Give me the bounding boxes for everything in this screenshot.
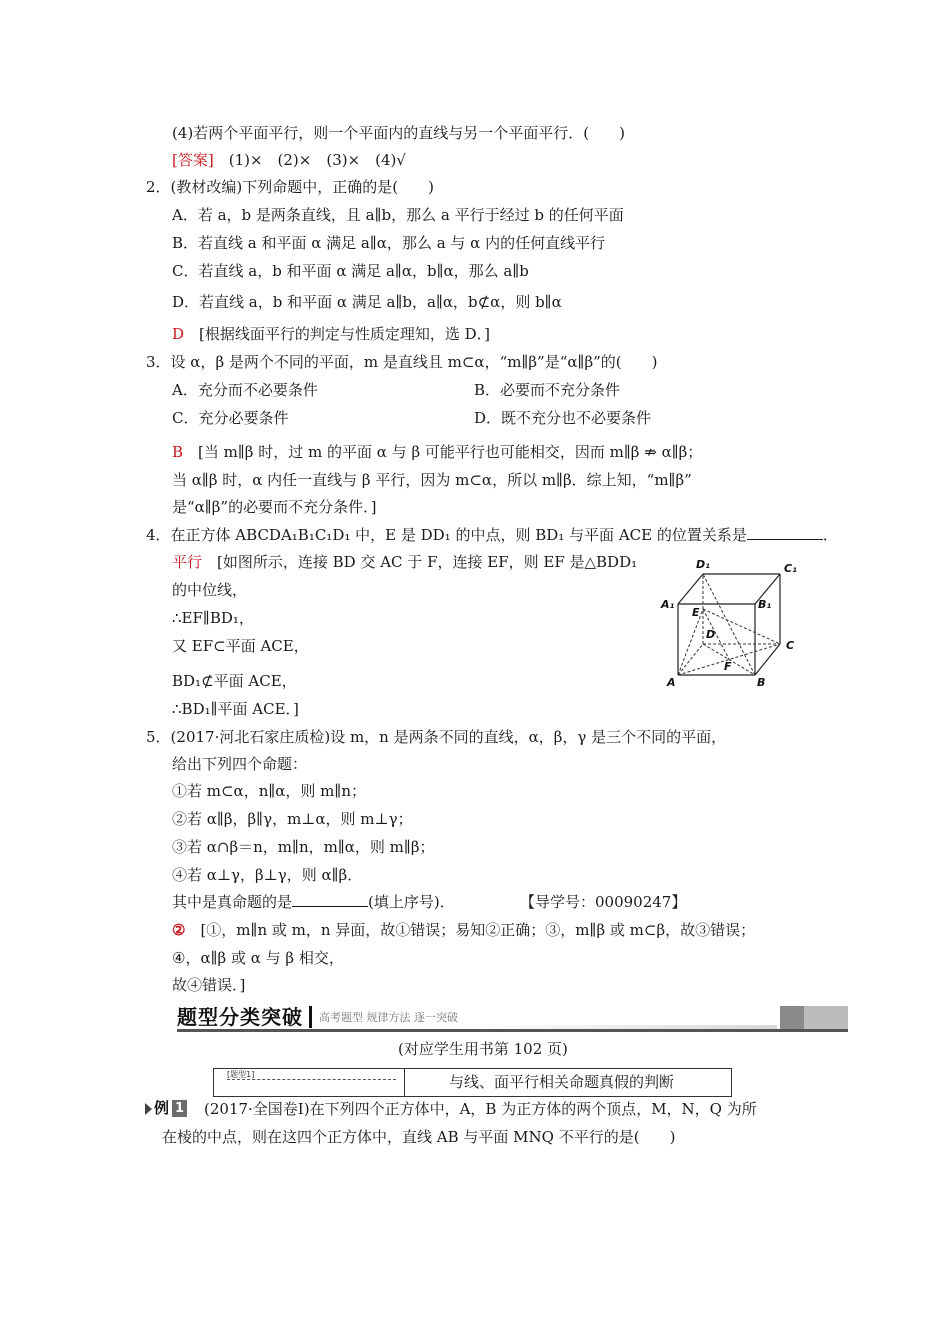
- answer-tag: [答案]: [172, 151, 214, 169]
- item-4-line: (4)若两个平面平行，则一个平面内的直线与另一个平面平行．( ): [172, 124, 625, 142]
- answer-blank: [747, 525, 823, 540]
- question-4-explanation-4: 又 EF⊂平面 ACE，: [172, 637, 309, 655]
- answer-line-1: [172, 149, 406, 171]
- question-3-explanation-3: 是“α∥β”的必要而不充分条件．]: [172, 498, 377, 516]
- header-block-dark: [780, 1006, 804, 1029]
- answer-letter: B: [172, 443, 184, 461]
- question-3-option-c: C．充分必要条件: [172, 409, 289, 427]
- vertex-label-a1: A₁: [661, 598, 675, 611]
- question-4-explanation-5: BD₁⊄平面 ACE，: [172, 672, 297, 690]
- example-badge: [145, 1100, 188, 1117]
- question-2-stem: 2．(教材改编)下列命题中，正确的是( ): [146, 178, 434, 196]
- answer-word: 平行: [172, 553, 203, 571]
- vertex-label-c: C: [786, 639, 795, 652]
- section-title: 题型分类突破: [177, 1005, 303, 1029]
- answer-letter: D: [172, 325, 185, 343]
- answer-explanation: [当 m∥β 时，过 m 的平面 α 与 β 可能平行也可能相交，因而 m∥β ⇏ α∥β；: [183, 443, 703, 461]
- question-5-proposition-4: ④若 α⊥γ，β⊥γ，则 α∥β．: [172, 866, 363, 884]
- topic-tag-dashed-line: [227, 1079, 396, 1080]
- question-2-option-b: B．若直线 a 和平面 α 满足 a∥α，那么 a 与 α 内的任何直线平行: [172, 234, 606, 252]
- cube-diagram: [658, 556, 804, 690]
- question-5-proposition-1: ①若 m⊂α，n∥α，则 m∥n；: [172, 782, 366, 800]
- question-4-stem: 4．在正方体 ABCDA₁B₁C₁D₁ 中，E 是 DD₁ 的中点，则 BD₁ 与平面 ACE 的位置关系是 ．: [146, 526, 838, 544]
- vertex-label-a: A: [667, 676, 676, 689]
- section-subtitle: 高考题型 规律方法 逐一突破: [319, 1011, 458, 1024]
- answer-explanation: [①，m∥n 或 m，n 异面，故①错误；易知②正确；③，m∥β 或 m⊂β，故③错误；: [185, 921, 756, 939]
- arrow-icon: [145, 1103, 152, 1115]
- example-label: 例: [154, 1099, 170, 1117]
- example-1-stem: (2017·全国卷Ⅰ)在下列四个正方体中，A，B 为正方体的两个顶点，M，N，Q 为所: [204, 1100, 757, 1118]
- question-5-proposition-2: ②若 α∥β，β∥γ，m⊥α，则 m⊥γ；: [172, 810, 413, 828]
- question-4-answer: [172, 551, 637, 573]
- question-5-explanation-2: ④，α∥β 或 α 与 β 相交，: [172, 949, 344, 967]
- question-2-answer: [172, 323, 490, 345]
- section-header: [177, 1003, 848, 1031]
- question-4-explanation-2: 的中位线，: [172, 581, 248, 599]
- question-2-option-a: A．若 a，b 是两条直线，且 a∥b，那么 a 平行于经过 b 的任何平面: [172, 206, 624, 224]
- question-3-option-b: B．必要而不充分条件: [474, 381, 621, 399]
- question-5-explanation-3: 故④错误．]: [172, 976, 246, 994]
- question-5-proposition-3: ③若 α∩β＝n，m∥n，m∥α，则 m∥β；: [172, 838, 435, 856]
- example-number: 1: [172, 1100, 187, 1117]
- vertex-label-e: E: [692, 606, 700, 619]
- header-rule: [177, 1029, 848, 1032]
- vertex-label-b1: B₁: [758, 598, 772, 611]
- answer-explanation: [根据线面平行的判定与性质定理知，选 D．]: [184, 325, 491, 343]
- question-2-option-d: D．若直线 a，b 和平面 α 满足 a∥b，a∥α，b⊄α，则 b∥α: [172, 293, 562, 311]
- question-4-explanation-3: ∴EF∥BD₁，: [172, 609, 254, 627]
- vertex-label-c1: C₁: [784, 562, 797, 575]
- page-reference: (对应学生用书第 102 页): [398, 1040, 568, 1058]
- question-5-stem-2: 给出下列四个命题：: [172, 755, 308, 773]
- vertex-label-d: D: [706, 628, 716, 641]
- question-4-explanation-6: ∴BD₁∥平面 ACE．]: [172, 700, 299, 718]
- header-block-light: [804, 1006, 848, 1029]
- answer-symbol: ②: [172, 921, 186, 939]
- question-3-option-d: D．既不充分也不必要条件: [474, 409, 652, 427]
- question-3-explanation-2: 当 α∥β 时，α 内任一直线与 β 平行，因为 m⊂α，所以 m∥β．综上知，“m∥β”: [172, 471, 692, 489]
- topic-tag-cell: [214, 1069, 405, 1096]
- question-5-prompt: 其中是真命题的是 (填上序号)．: [172, 893, 455, 911]
- topic-box: [213, 1068, 732, 1097]
- question-3-option-a: A．充分而不必要条件: [172, 381, 318, 399]
- vertex-label-b: B: [757, 676, 766, 689]
- question-5-answer: [172, 919, 755, 941]
- answer-values: (1)× (2)× (3)× (4)√: [213, 151, 406, 169]
- guide-number: 【导学号：00090247】: [520, 893, 687, 911]
- header-separator: [309, 1006, 312, 1028]
- topic-title: 与线、面平行相关命题真假的判断: [449, 1073, 675, 1091]
- question-3-stem: 3．设 α，β 是两个不同的平面，m 是直线且 m⊂α，“m∥β”是“α∥β”的( ): [146, 353, 658, 371]
- question-5-stem: 5．(2017·河北石家庄质检)设 m，n 是两条不同的直线，α，β，γ 是三个不同的平面，: [146, 728, 727, 746]
- answer-blank: [292, 892, 368, 907]
- answer-explanation: [如图所示，连接 BD 交 AC 于 F，连接 EF，则 EF 是△BDD₁: [202, 553, 638, 571]
- example-1-stem-2: 在棱的中点，则在这四个正方体中，直线 AB 与平面 MNQ 不平行的是( ): [162, 1128, 676, 1146]
- vertex-label-d1: D₁: [696, 558, 710, 571]
- question-3-answer: [172, 441, 702, 463]
- question-2-option-c: C．若直线 a，b 和平面 α 满足 a∥α，b∥α，那么 a∥b: [172, 262, 529, 280]
- vertex-label-f: F: [724, 660, 732, 673]
- topic-tag: [题型1]: [227, 1070, 255, 1079]
